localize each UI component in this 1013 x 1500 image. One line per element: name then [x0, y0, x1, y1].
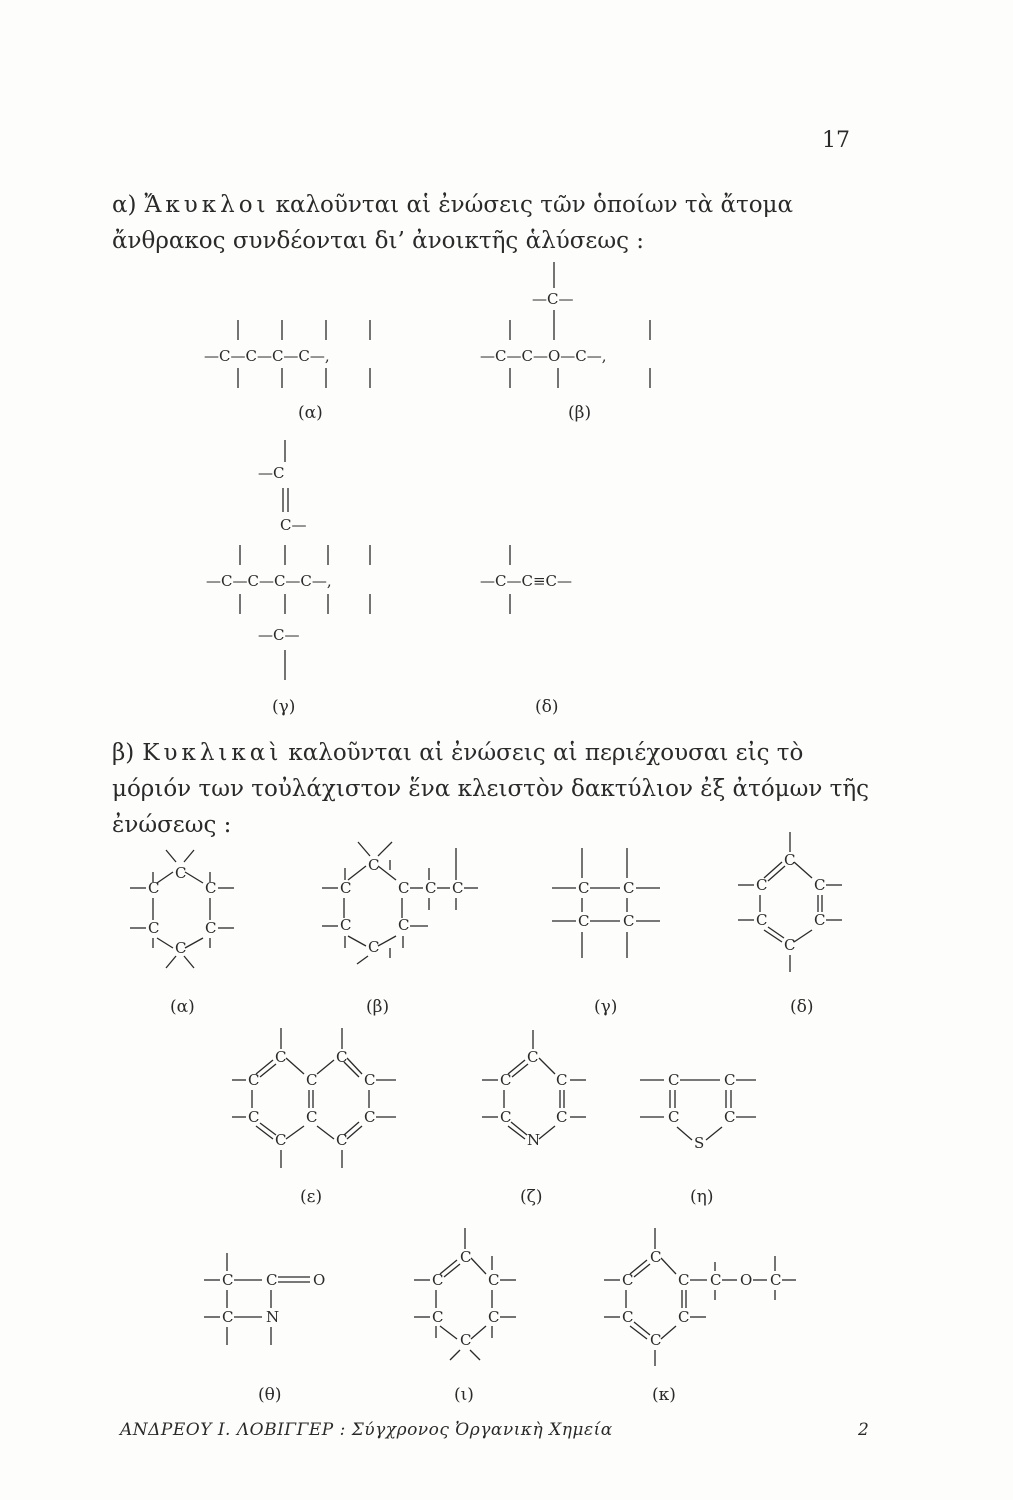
atom-label: C [770, 1271, 782, 1289]
atom-label: C [175, 939, 187, 957]
footer-signature-number: 2 [858, 1420, 869, 1440]
atom-label: C [724, 1071, 736, 1089]
formula-c-top-branch: —C [258, 464, 285, 482]
cyclic-formula-h [204, 1253, 325, 1405]
acyclic-formula-b [480, 262, 650, 423]
cyclic-formula-e [232, 1028, 396, 1207]
cyclic-formula-i [414, 1228, 516, 1405]
atom-label: C [578, 879, 590, 897]
cyclic-formula-b [322, 842, 478, 1017]
formula-c-chain: —C—C—C—C—, [206, 572, 332, 590]
atom-label: C [500, 1071, 512, 1089]
cyclic-formula-a [130, 850, 234, 1017]
atom-label: C [784, 936, 796, 954]
atom-label: C [623, 879, 635, 897]
figure-label: (ζ) [520, 1187, 543, 1207]
atom-label: C [668, 1108, 680, 1126]
section-alpha-marker: α) [112, 192, 137, 218]
atom-label: C [368, 938, 380, 956]
atom-label: O [740, 1271, 753, 1289]
formula-d-chain: —C—C≡C— [480, 572, 572, 590]
atom-label: N [266, 1308, 280, 1326]
atom-label: S [694, 1134, 705, 1152]
atom-label: C [814, 876, 826, 894]
formula-c-top-branch2: C— [280, 516, 307, 534]
acyclic-formula-c [206, 440, 370, 717]
formula-c-bottom-branch: —C— [258, 626, 300, 644]
figure-label: (ε) [300, 1187, 323, 1207]
atom-label: C [398, 879, 410, 897]
figure-label: (θ) [258, 1385, 282, 1405]
figure-label: (α) [170, 997, 195, 1017]
atom-label: C [432, 1271, 444, 1289]
atom-label: C [488, 1271, 500, 1289]
atom-label: C [650, 1331, 662, 1349]
atom-label: C [578, 912, 590, 930]
formula-c-label: (γ) [272, 697, 296, 717]
atom-label: C [460, 1331, 472, 1349]
atom-label: C [622, 1271, 634, 1289]
atom-label: C [275, 1048, 287, 1066]
atom-label: C [556, 1071, 568, 1089]
atom-label: C [306, 1071, 318, 1089]
section-alpha-text: καλοῦνται αἱ ἐνώσεις τῶν ὁποίων τὰ ἄτομα ἄνθρακος συνδέονται δι’ ἀνοικτῆς ἁλύσεως : [112, 192, 794, 254]
section-alpha-term: Ἄκυκλοι [144, 192, 270, 218]
atom-label: C [364, 1108, 376, 1126]
atom-label: C [460, 1248, 472, 1266]
atom-label: C [368, 856, 380, 874]
atom-label: C [527, 1048, 539, 1066]
atom-label: C [678, 1308, 690, 1326]
formula-a-label: (α) [298, 403, 323, 423]
formula-d-label: (δ) [535, 697, 559, 717]
atom-label: C [500, 1108, 512, 1126]
atom-label: C [650, 1248, 662, 1266]
footer-author-title: ΑΝΔΡΕΟΥ Ι. ΛΟΒΙΓΓΕΡ : Σύγχρονος Ὀργανικὴ Χημεία [120, 1420, 613, 1440]
figure-label: (κ) [652, 1385, 676, 1405]
formula-b-label: (β) [568, 403, 592, 423]
atom-label: C [205, 879, 217, 897]
atom-label: C [784, 851, 796, 869]
atom-label: C [398, 916, 410, 934]
atom-label: C [364, 1071, 376, 1089]
atom-label: C [756, 876, 768, 894]
cyclic-formula-c [552, 848, 660, 1017]
atom-label: C [756, 911, 768, 929]
cyclic-formula-g [640, 1071, 756, 1207]
atom-label: C [148, 879, 160, 897]
atom-label: C [622, 1308, 634, 1326]
section-beta-text: καλοῦνται αἱ ἐνώσεις αἱ περιέχουσαι εἰς τὸ μόριόν των τοὐλάχιστον ἕνα κλειστὸν δακτύλιον ἐξ ἀτόμων τῆς ἐνώσεως : [112, 740, 870, 838]
page-number: 17 [822, 128, 850, 153]
atom-label: C [724, 1108, 736, 1126]
section-beta-term: Κυκλικαὶ [142, 740, 283, 766]
atom-label: C [248, 1071, 260, 1089]
atom-label: C [623, 912, 635, 930]
acyclic-formula-a [204, 320, 370, 423]
atom-label: C [556, 1108, 568, 1126]
atom-label: C [340, 916, 352, 934]
figure-label: (β) [366, 997, 390, 1017]
atom-label: C [205, 919, 217, 937]
atom-label: C [668, 1071, 680, 1089]
atom-label: C [452, 879, 464, 897]
figure-label: (γ) [594, 997, 618, 1017]
atom-label: C [336, 1131, 348, 1149]
atom-label: C [710, 1271, 722, 1289]
atom-label: C [814, 911, 826, 929]
atom-label: C [275, 1131, 287, 1149]
cyclic-formula-d [738, 832, 842, 1017]
atom-label: C [678, 1271, 690, 1289]
atom-label: C [222, 1271, 234, 1289]
acyclic-formula-d [480, 545, 572, 717]
cyclic-formula-j [604, 1228, 796, 1405]
atom-label: C [266, 1271, 278, 1289]
figure-label: (η) [690, 1187, 714, 1207]
atom-label: C [432, 1308, 444, 1326]
atom-label: O [313, 1271, 326, 1289]
atom-label: C [248, 1108, 260, 1126]
formula-b-chain: —C—C—O—C—, [480, 347, 607, 365]
formula-b-branch: —C— [532, 290, 574, 308]
atom-label: C [336, 1048, 348, 1066]
figure-label: (δ) [790, 997, 814, 1017]
atom-label: C [488, 1308, 500, 1326]
atom-label: C [425, 879, 437, 897]
formula-a-chain: —C—C—C—C—, [204, 347, 330, 365]
atom-label: C [306, 1108, 318, 1126]
cyclic-formula-f [482, 1030, 586, 1207]
atom-label: C [340, 879, 352, 897]
atom-label: C [222, 1308, 234, 1326]
figure-label: (ι) [454, 1385, 474, 1405]
atom-label: C [148, 919, 160, 937]
atom-label: N [527, 1131, 541, 1149]
section-beta-marker: β) [112, 740, 135, 766]
atom-label: C [175, 864, 187, 882]
